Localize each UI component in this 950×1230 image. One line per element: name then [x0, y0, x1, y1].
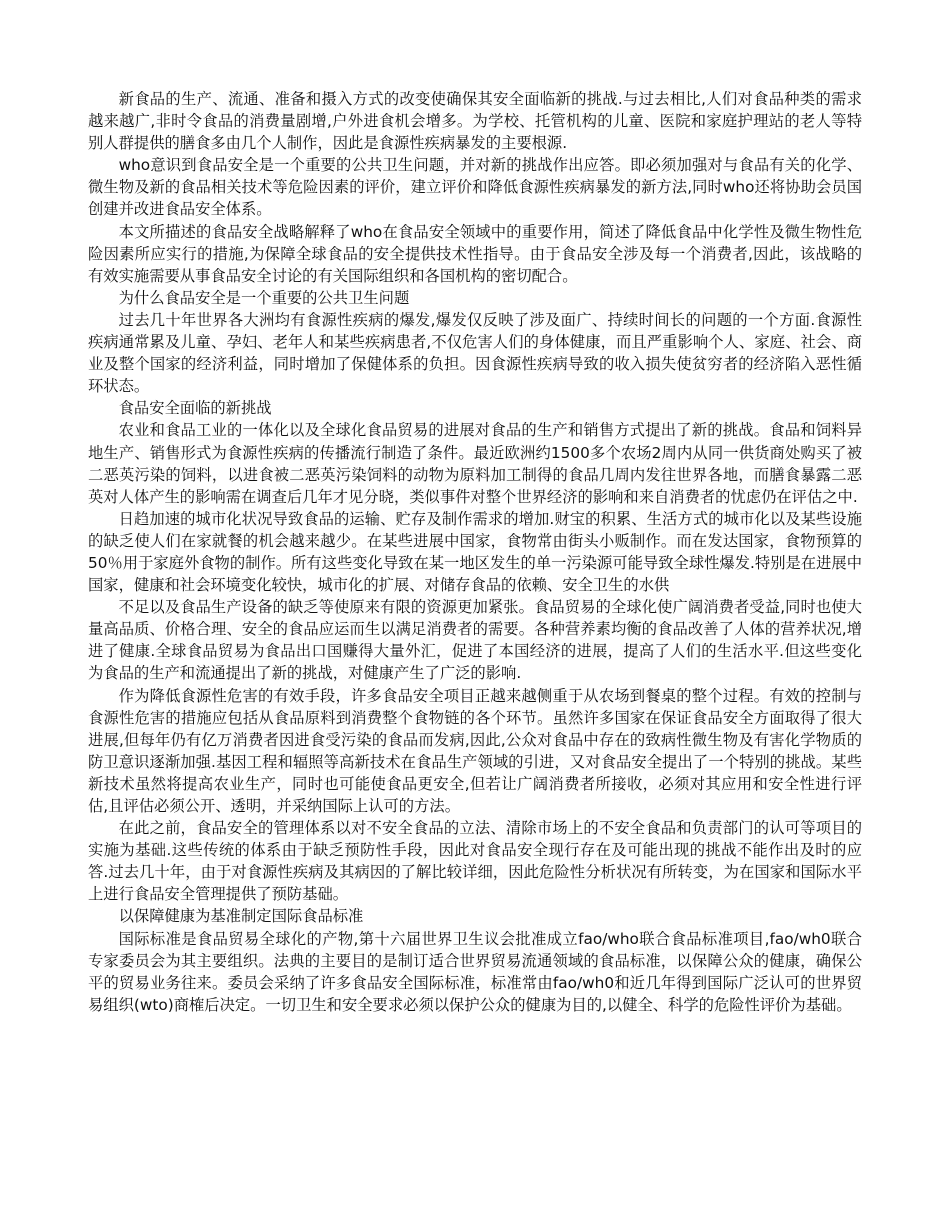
paragraph-who-response: who意识到食品安全是一个重要的公共卫生问题，并对新的挑战作出应答。即必须加强对与食品有关的化学、微生物及新的食品相关技术等危险因素的评价，建立评价和降低食源性疾病暴发的新方法,同时who还将协助会员国创建并改进食品安全体系。	[88, 156, 862, 219]
paragraph-codex: 国际标准是食品贸易全球化的产物,第十六届世界卫生议会批准成立fao/who联合食品标准项目,fao/wh0联合专家委员会为其主要组织。法典的主要目的是制订适合世界贸易流通领域的食品标准，以保障公众的健康，确保公平的贸易业务往来。委员会采纳了许多食品安全国际标准，标准常由fao/wh0和近几年得到国际广泛认可的世界贸易组织(wto)商榷后决定。一切卫生和安全要求必须以保护公众的健康为目的,以健全、科学的危险性评价为基础。	[88, 929, 862, 1014]
section-heading-why-food-safety: 为什么食品安全是一个重要的公共卫生问题	[118, 288, 410, 307]
paragraph-intro: 新食品的生产、流通、准备和摄入方式的改变使确保其安全面临新的挑战.与过去相比,人们对食品种类的需求越来越广,非时令食品的消费量剧增,户外进食机会增多。为学校、托管机构的儿童、医院和家庭护理站的老人等特别人群提供的膳食多由几个人制作，因此是食源性疾病暴发的主要根源.	[88, 90, 862, 153]
paragraph-strategy: 本文所描述的食品安全战略解释了who在食品安全领域中的重要作用，简述了降低食品中化学性及微生物性危险因素所应实行的措施,为保障全球食品的安全提供技术性指导。由于食品安全涉及每一个消费者,因此，该战略的有效实施需要从事食品安全讨论的有关国际组织和各国机构的密切配合。	[88, 222, 862, 285]
paragraph-management-systems: 在此之前，食品安全的管理体系以对不安全食品的立法、清除市场上的不安全食品和负责部门的认可等项目的实施为基础.这些传统的体系由于缺乏预防性手段，因此对食品安全现行存在及可能出现的挑战不能作出及时的应答.过去几十年，由于对食源性疾病及其病因的了解比较详细，因此危险性分析状况有所转变，为在国家和国际水平上进行食品安全管理提供了预防基础。	[88, 819, 862, 904]
paragraph-resources-trade: 不足以及食品生产设备的缺乏等使原来有限的资源更加紧张。食品贸易的全球化使广阔消费者受益,同时也使大量高品质、价格合理、安全的食品应运而生以满足消费者的需要。各种营养素均衡的食品改善了人体的营养状况,增进了健康.全球食品贸易为食品出口国赚得大量外汇，促进了本国经济的进展，提高了人们的生活水平.但这些变化为食品的生产和流通提出了新的挑战，对健康产生了广泛的影响.	[88, 598, 862, 683]
section-heading-international-standards: 以保障健康为基准制定国际食品标准	[118, 907, 364, 926]
paragraph-agriculture-integration: 农业和食品工业的一体化以及全球化食品贸易的进展对食品的生产和销售方式提出了新的挑战。食品和饲料异地生产、销售形式为食源性疾病的传播流行制造了条件。最近欧洲约1500多个农场2周内从同一供货商处购买了被二恶英污染的饲料，以进食被二恶英污染饲料的动物为原料加工制得的食品几周内发往世界各地，而膳食暴露二恶英对人体产生的影响需在调查后几年才见分晓，类似事件对整个世界经济的影响和来自消费者的忧虑仍在评估之中.	[88, 421, 862, 506]
section-heading-new-challenges: 食品安全面临的新挑战	[118, 399, 272, 418]
paragraph-urbanization: 日趋加速的城市化状况导致食品的运输、贮存及制作需求的增加.财宝的积累、生活方式的城市化以及某些设施的缺乏使人们在家就餐的机会越来越少。在某些进展中国家，食物常由街头小贩制作。而在发达国家，食物预算的50％用于家庭外食物的制作。所有这些变化导致在某一地区发生的单一污染源可能导致全球性爆发.特别是在进展中国家，健康和社会环境变化较快，城市化的扩展、对储存食品的依赖、安全卫生的水供	[88, 509, 862, 595]
document-body	[88, 88, 862, 1016]
paragraph-foodborne-outbreaks: 过去几十年世界各大洲均有食源性疾病的爆发,爆发仅反映了涉及面广、持续时间长的问题的一个方面.食源性疾病通常累及儿童、孕妇、老年人和某些疾病患者,不仅危害人们的身体健康，而且严重影响个人、家庭、社会、商业及整个国家的经济利益，同时增加了保健体系的负担。因食源性疾病导致的收入损失使贫穷者的经济陷入恶性循环状态。	[88, 310, 862, 396]
paragraph-farm-to-table: 作为降低食源性危害的有效手段，许多食品安全项目正越来越侧重于从农场到餐桌的整个过程。有效的控制与食源性危害的措施应包括从食品原料到消费整个食物链的各个环节。虽然许多国家在保证食品安全方面取得了很大进展,但每年仍有亿万消费者因进食受污染的食品而发病,因此,公众对食品中存在的致病性微生物及有害化学物质的防卫意识逐渐加强.基因工程和辐照等高新技术在食品生产领域的引进，又对食品安全提出了一个特别的挑战。某些新技术虽然将提高农业生产，同时也可能使食品更安全,但若让广阔消费者所接收，必须对其应用和安全性进行评估,且评估必须公开、透明，并采纳国际上认可的方法。	[88, 686, 862, 815]
